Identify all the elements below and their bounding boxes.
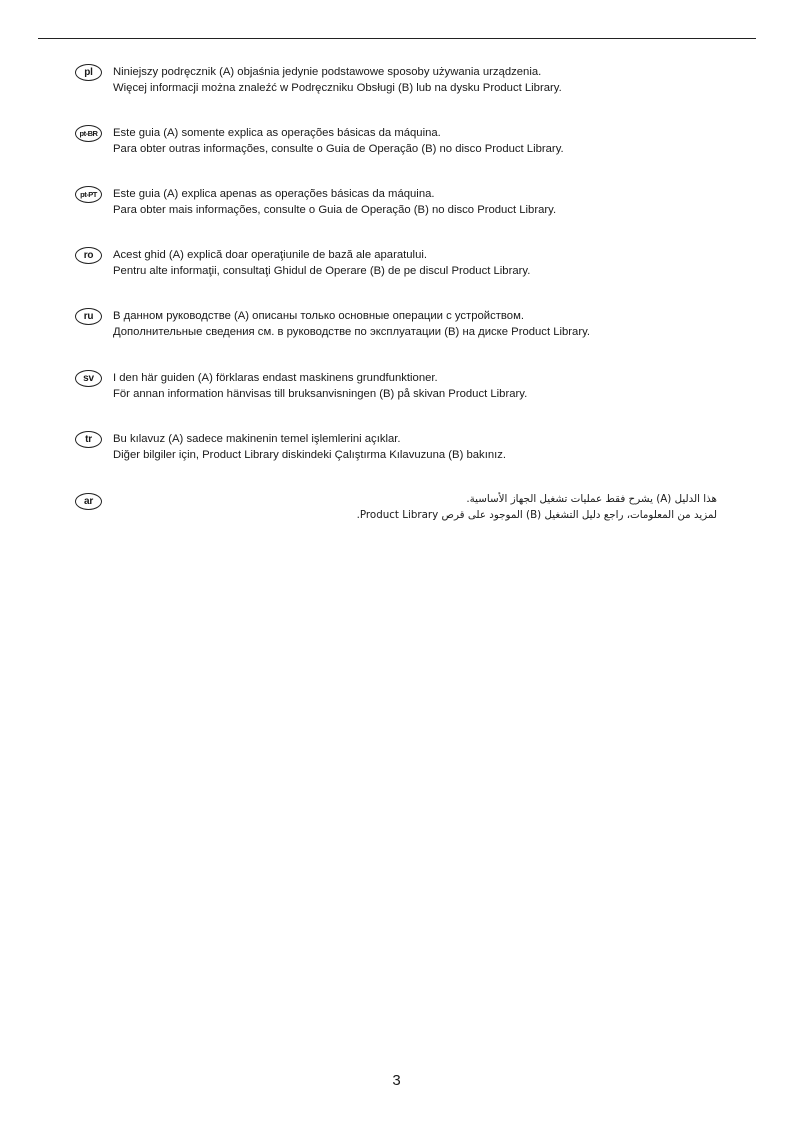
entry-line-2: Para obter mais informações, consulte o Guia de Operação (B) no disco Product Library. [113, 204, 557, 216]
language-badge-pt-br: pt-BR [75, 125, 102, 142]
language-entry-pt-br [0, 125, 793, 165]
entry-line-1: Acest ghid (A) explică doar operaţiunile de bază ale aparatului. [113, 249, 427, 261]
language-entry-ru [0, 308, 793, 348]
language-entry-ar [0, 493, 793, 533]
entry-text [113, 64, 562, 96]
entry-line-2: För annan information hänvisas till bruksanvisningen (B) på skivan Product Library. [113, 388, 528, 400]
language-badge-ar: ar [75, 493, 102, 510]
page-number: 3 [392, 1072, 401, 1089]
language-entry-ro [0, 247, 793, 287]
entry-line-2: Diğer bilgiler için, Product Library diskindeki Çalıştırma Kılavuzuna (B) bakınız. [113, 449, 507, 461]
entry-text [113, 125, 564, 157]
entry-line-1: Bu kılavuz (A) sadece makinenin temel işlemlerini açıklar. [113, 433, 401, 445]
entry-line-1: Este guia (A) somente explica as operações básicas da máquina. [113, 127, 441, 139]
entry-text [113, 308, 590, 340]
entry-line-2: Więcej informacji można znaleźć w Podręczniku Obsługi (B) lub na dysku Product Library. [113, 82, 562, 94]
entry-line-1: Este guia (A) explica apenas as operações básicas da máquina. [113, 188, 435, 200]
entry-text [113, 186, 556, 218]
language-badge-sv: sv [75, 370, 102, 387]
language-badge-tr: tr [75, 431, 102, 448]
language-entry-sv [0, 370, 793, 410]
entry-text [113, 431, 506, 463]
entry-text [113, 370, 527, 402]
language-badge-ru: ru [75, 308, 102, 325]
entry-line-1: I den här guiden (A) förklaras endast maskinens grundfunktioner. [113, 372, 438, 384]
language-entry-pt-pt [0, 186, 793, 226]
entry-text-rtl [357, 491, 717, 523]
language-badge-ro: ro [75, 247, 102, 264]
language-badge-pl: pl [75, 64, 102, 81]
top-rule [38, 38, 756, 39]
entry-line-1: هذا الدليل (A) يشرح فقط عمليات تشغيل الجهاز الأساسية. [466, 493, 717, 505]
language-badge-pt-pt: pt-PT [75, 186, 102, 203]
entry-line-2: لمزيد من المعلومات، راجع دليل التشغيل (B) الموجود على قرص Product Library. [356, 509, 717, 521]
entry-line-1: Niniejszy podręcznik (A) objaśnia jedynie podstawowe sposoby używania urządzenia. [113, 66, 542, 78]
language-entry-pl [0, 64, 793, 104]
entry-line-2: Дополнительные сведения см. в руководстве по эксплуатации (B) на диске Product Library. [113, 326, 591, 338]
entry-line-2: Pentru alte informaţii, consultaţi Ghidul de Operare (B) de pe discul Product Library. [113, 265, 531, 277]
entry-text [113, 247, 530, 279]
language-entry-tr [0, 431, 793, 471]
entry-line-1: В данном руководстве (A) описаны только основные операции с устройством. [113, 310, 524, 322]
entry-line-2: Para obter outras informações, consulte o Guia de Operação (B) no disco Product Library. [113, 143, 564, 155]
